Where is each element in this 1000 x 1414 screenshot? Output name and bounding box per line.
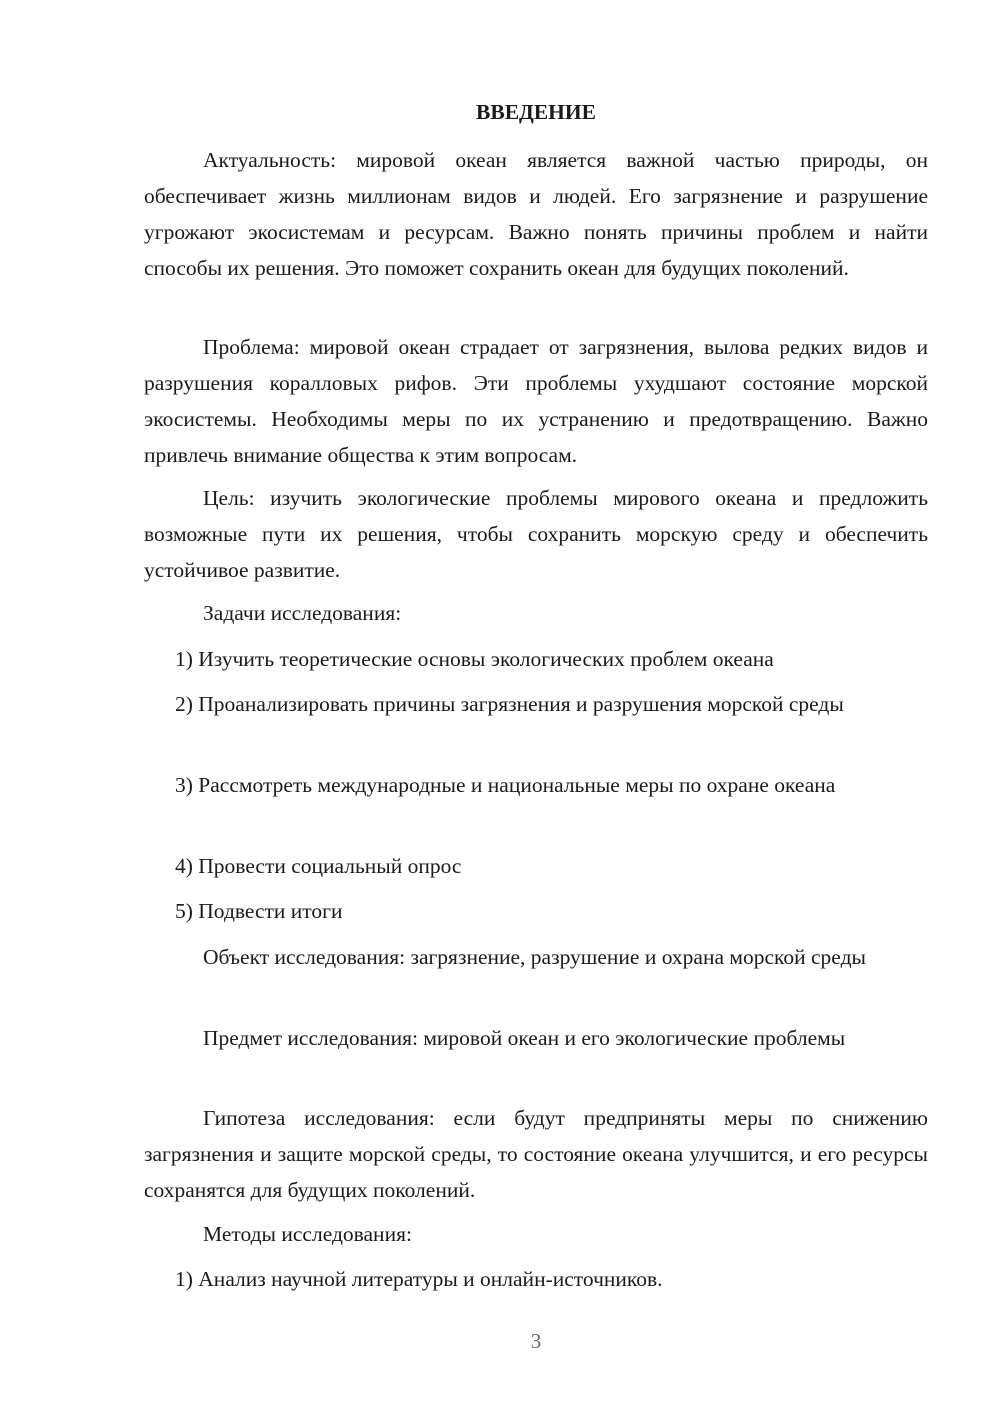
task-item-3: 3) Рассмотреть международные и национальные меры по охране океана [175, 773, 836, 797]
methods-heading: Методы исследования: [203, 1222, 412, 1246]
page-title: ВВЕДЕНИЕ [476, 100, 596, 124]
page-number: 3 [530, 1329, 542, 1353]
tasks-heading: Задачи исследования: [203, 601, 402, 625]
task-item-5: 5) Подвести итоги [175, 899, 343, 923]
task-item-1: 1) Изучить теоретические основы экологических проблем океана [175, 647, 774, 671]
paragraph-hypothesis: Гипотеза исследования: если будут предприняты меры по снижению загрязнения и защите морской среды, то состояние океана улучшится, и его ресурсы сохранятся для будущих поколений. [144, 1106, 928, 1202]
task-item-2: 2) Проанализировать причины загрязнения и разрушения морской среды [175, 692, 844, 716]
paragraph-relevance: Актуальность: мировой океан является важной частью природы, он обеспечивает жизнь миллионам видов и людей. Его загрязнение и разрушение угрожают экосистемам и ресурсам. Важно понять причины проблем и найти способы их решения. Это поможет сохранить океан для будущих поколений. [144, 148, 928, 280]
paragraph-goal: Цель: изучить экологические проблемы мирового океана и предложить возможные пути их решения, чтобы сохранить морскую среду и обеспечить устойчивое развитие. [144, 486, 928, 582]
method-item-1: 1) Анализ научной литературы и онлайн-источников. [175, 1267, 663, 1291]
paragraph-problem: Проблема: мировой океан страдает от загрязнения, вылова редких видов и разрушения коралловых рифов. Эти проблемы ухудшают состояние морской экосистемы. Необходимы меры по их устранению и предотвращению. Важно привлечь внимание общества к этим вопросам. [144, 335, 928, 467]
task-item-4: 4) Провести социальный опрос [175, 854, 462, 878]
paragraph-subject: Предмет исследования: мировой океан и его экологические проблемы [203, 1026, 846, 1050]
paragraph-object: Объект исследования: загрязнение, разрушение и охрана морской среды [203, 945, 866, 969]
